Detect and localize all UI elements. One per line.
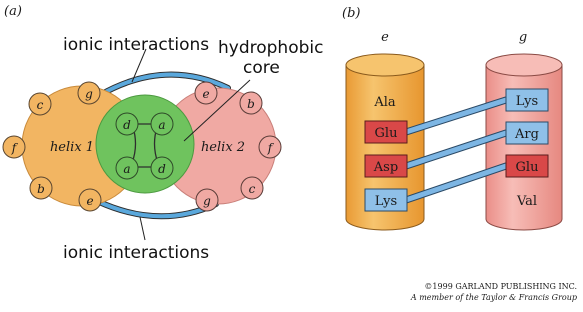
- column-g-header: g: [518, 30, 528, 45]
- svg-text:g: g: [203, 194, 211, 208]
- helix-2-position-a: [151, 113, 173, 135]
- helix-1-position-g: [78, 82, 100, 104]
- svg-text:a: a: [158, 118, 166, 132]
- right-residue-lys: Lys: [515, 94, 539, 109]
- svg-text:d: d: [123, 118, 131, 132]
- helix-2-position-c: [241, 177, 263, 199]
- svg-text:c: c: [36, 98, 44, 112]
- helix-1-position-b: [30, 177, 52, 199]
- right-residue-glu-box: [506, 155, 548, 177]
- right-residue-val: Val: [516, 194, 538, 209]
- helix-2-position-e: [195, 82, 217, 104]
- helix-2-position-f: [259, 136, 281, 158]
- svg-text:f: f: [11, 141, 17, 155]
- svg-text:d: d: [158, 162, 166, 176]
- column-e-header: e: [381, 30, 389, 45]
- ionic-interactions-top-label: ionic interactions: [63, 35, 210, 55]
- left-residue-lys-box: [365, 189, 407, 211]
- svg-text:f: f: [267, 141, 273, 155]
- helix-2-position-d: [151, 157, 173, 179]
- ionic-bottom-pointer: [140, 217, 145, 240]
- svg-text:c: c: [248, 182, 256, 196]
- right-residue-glu: Glu: [515, 160, 539, 175]
- right-residue-lys-box: [506, 89, 548, 111]
- left-residue-ala: Ala: [374, 95, 396, 110]
- helix-2-label: helix 2: [200, 140, 246, 155]
- left-residue-glu: Glu: [374, 126, 398, 141]
- left-residue-asp-box: [365, 155, 407, 177]
- helix-2-position-g: [196, 189, 218, 211]
- helix-1-label: helix 1: [49, 140, 95, 155]
- copyright-line: ©1999 GARLAND PUBLISHING INC.: [424, 282, 577, 291]
- left-residue-glu-box: [365, 121, 407, 143]
- svg-text:a: a: [123, 162, 131, 176]
- hydrophobic-core: [96, 95, 194, 193]
- publisher-line: A member of the Taylor & Francis Group: [410, 293, 577, 302]
- svg-text:b: b: [37, 182, 45, 196]
- right-residue-arg: Arg: [515, 127, 539, 142]
- left-residue-lys: Lys: [374, 194, 398, 209]
- helix-2-position-b: [240, 92, 262, 114]
- helix-1-position-d: [116, 113, 138, 135]
- ionic-interactions-bottom-label: ionic interactions: [63, 243, 210, 263]
- left-residue-asp: Asp: [373, 160, 399, 175]
- hydrophobic-label: hydrophobic: [218, 38, 324, 58]
- helix-1-position-e: [79, 189, 101, 211]
- panel-b-label: (b): [342, 6, 361, 21]
- svg-text:b: b: [247, 97, 255, 111]
- svg-text:g: g: [85, 87, 93, 101]
- svg-text:e: e: [202, 87, 210, 101]
- right-residue-arg-box: [506, 122, 548, 144]
- panel-a-label: (a): [4, 4, 22, 19]
- helix-1-position-f: [3, 136, 25, 158]
- svg-text:e: e: [86, 194, 94, 208]
- helix-1-position-a: [116, 157, 138, 179]
- core-label: core: [243, 58, 280, 78]
- helix-1-position-c: [29, 93, 51, 115]
